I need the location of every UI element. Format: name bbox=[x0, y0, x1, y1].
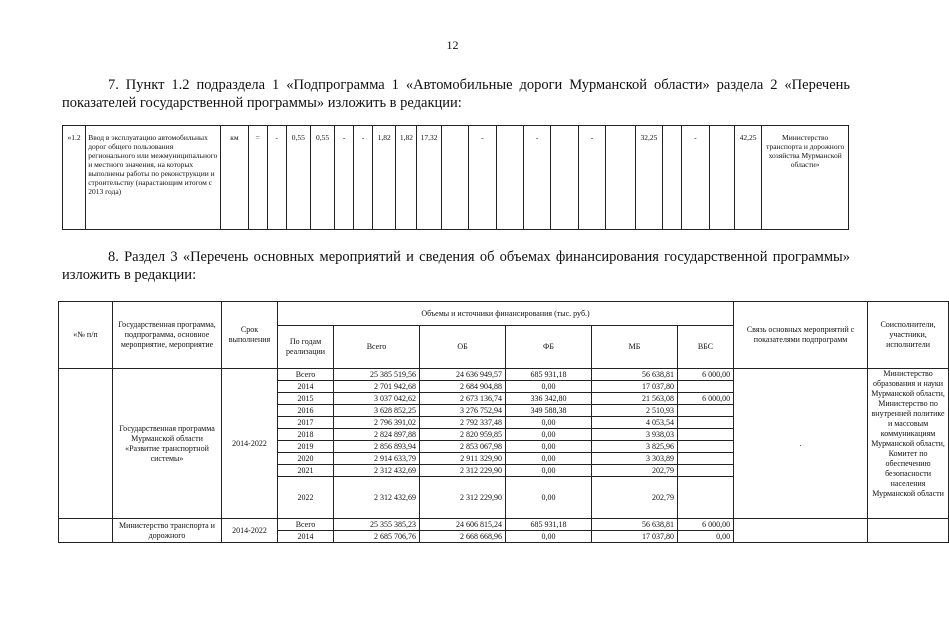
mb-cell: 4 053,54 bbox=[592, 417, 678, 429]
header-fb: ФБ bbox=[506, 326, 592, 369]
year-cell: 2018 bbox=[278, 429, 334, 441]
ministry-num bbox=[59, 519, 113, 543]
year-cell: 2022 bbox=[278, 477, 334, 519]
vbs-cell bbox=[678, 417, 734, 429]
program-section bbox=[59, 369, 949, 519]
ob-cell: 24 636 949,57 bbox=[420, 369, 506, 381]
program-term: 2014-2022 bbox=[222, 369, 278, 519]
indicator-cell bbox=[551, 126, 578, 230]
vbs-cell: 6 000,00 bbox=[678, 369, 734, 381]
total-cell: 2 796 391,02 bbox=[334, 417, 420, 429]
indicator-cell bbox=[606, 126, 636, 230]
ob-cell: 2 911 329,90 bbox=[420, 453, 506, 465]
finance-table bbox=[58, 301, 949, 543]
mb-cell: 3 938,03 bbox=[592, 429, 678, 441]
total-cell: 2 312 432,69 bbox=[334, 465, 420, 477]
vbs-cell bbox=[678, 429, 734, 441]
year-cell: 2015 bbox=[278, 393, 334, 405]
ministry-executors bbox=[868, 519, 949, 543]
indicator-cell: - bbox=[523, 126, 550, 230]
indicator-cell: - bbox=[469, 126, 496, 230]
indicator-cell: - bbox=[578, 126, 605, 230]
header-executors: Соисполнители, участники, исполнители bbox=[868, 302, 949, 369]
indicator-table bbox=[62, 125, 849, 230]
mb-cell: 21 563,08 bbox=[592, 393, 678, 405]
fb-cell: 0,00 bbox=[506, 453, 592, 465]
indicator-cell bbox=[496, 126, 523, 230]
vbs-cell bbox=[678, 405, 734, 417]
year-cell: 2016 bbox=[278, 405, 334, 417]
ob-cell: 2 792 337,48 bbox=[420, 417, 506, 429]
fb-cell: 0,00 bbox=[506, 477, 592, 519]
year-cell: 2014 bbox=[278, 381, 334, 393]
indicator-cell: 32,25 bbox=[635, 126, 662, 230]
year-cell: 2019 bbox=[278, 441, 334, 453]
fb-cell: 685 931,18 bbox=[506, 519, 592, 531]
header-term: Срок выполнения bbox=[222, 302, 278, 369]
ob-cell: 2 673 136,74 bbox=[420, 393, 506, 405]
indicator-cell bbox=[663, 126, 682, 230]
vbs-cell bbox=[678, 441, 734, 453]
fb-cell: 0,00 bbox=[506, 531, 592, 543]
program-num bbox=[59, 369, 113, 519]
indicator-cell bbox=[709, 126, 734, 230]
indicator-num: «1.2 bbox=[63, 126, 86, 230]
vbs-cell: 6 000,00 bbox=[678, 393, 734, 405]
header-mb: МБ bbox=[592, 326, 678, 369]
mb-cell: 56 638,81 bbox=[592, 369, 678, 381]
indicator-cell: 0,55 bbox=[310, 126, 334, 230]
indicator-row bbox=[63, 126, 849, 230]
ministry-section bbox=[59, 519, 949, 543]
indicator-cell: 0,55 bbox=[286, 126, 310, 230]
vbs-cell bbox=[678, 477, 734, 519]
total-cell: 2 824 897,88 bbox=[334, 429, 420, 441]
total-cell: 25 355 385,23 bbox=[334, 519, 420, 531]
indicator-cell: - bbox=[335, 126, 354, 230]
mb-cell: 202,79 bbox=[592, 477, 678, 519]
vbs-cell bbox=[678, 381, 734, 393]
mb-cell: 202,79 bbox=[592, 465, 678, 477]
indicator-cell: 1,82 bbox=[396, 126, 417, 230]
year-cell: 2021 bbox=[278, 465, 334, 477]
mb-cell: 2 510,93 bbox=[592, 405, 678, 417]
vbs-cell bbox=[678, 453, 734, 465]
indicator-cell: - bbox=[682, 126, 709, 230]
header-volumes: Объемы и источники финансирования (тыс. руб.) bbox=[278, 302, 734, 326]
mb-cell: 3 303,89 bbox=[592, 453, 678, 465]
total-cell: 2 312 432,69 bbox=[334, 477, 420, 519]
header-total: Всего bbox=[334, 326, 420, 369]
ob-cell: 24 606 815,24 bbox=[420, 519, 506, 531]
header-num: «№ п/п bbox=[59, 302, 113, 369]
paragraph-8: 8. Раздел 3 «Перечень основных мероприятий и сведения об объемах финансирования государственной программы» изложить в редакции: bbox=[62, 249, 850, 283]
ob-cell: 2 684 904,88 bbox=[420, 381, 506, 393]
ministry-name: Министерство транспорта и дорожного bbox=[113, 519, 222, 543]
vbs-cell: 6 000,00 bbox=[678, 519, 734, 531]
indicator-desc: Ввод в эксплуатацию автомобильных дорог общего пользования регионального или межмуниципального и местного значения, на которых выполнены работы по реконструкции и строительству (нарастающим итогом с 2013 года) bbox=[86, 126, 221, 230]
year-cell: 2017 bbox=[278, 417, 334, 429]
fb-cell: 0,00 bbox=[506, 417, 592, 429]
header-row bbox=[59, 302, 949, 326]
indicator-cell: - bbox=[267, 126, 286, 230]
indicator-unit: км bbox=[221, 126, 248, 230]
fb-cell: 349 588,38 bbox=[506, 405, 592, 417]
header-program: Государственная программа, подпрограмма, основное мероприятие, мероприятие bbox=[113, 302, 222, 369]
total-cell: 25 385 519,56 bbox=[334, 369, 420, 381]
total-cell: 2 914 633,79 bbox=[334, 453, 420, 465]
total-cell: 2 685 706,76 bbox=[334, 531, 420, 543]
header-vbs: ВБС bbox=[678, 326, 734, 369]
program-executors: Министерство образования и науки Мурманской области, Министерство по внутренней политике и массовым коммуникациям Мурманской области, Комитет по обеспечению безопасности населения Мурманской области bbox=[868, 369, 949, 519]
mb-cell: 3 825,96 bbox=[592, 441, 678, 453]
paragraph-7: 7. Пункт 1.2 подраздела 1 «Подпрограмма 1 «Автомобильные дороги Мурманской области» раздела 2 «Перечень показателей государственной программы» изложить в редакции: bbox=[62, 77, 850, 111]
page-number: 12 bbox=[446, 38, 459, 52]
mb-cell: 17 037,80 bbox=[592, 381, 678, 393]
vbs-cell bbox=[678, 465, 734, 477]
total-cell: 3 037 042,62 bbox=[334, 393, 420, 405]
indicator-executor: Министерство транспорта и дорожного хозяйства Мурманской области» bbox=[762, 126, 849, 230]
total-cell: 3 628 852,25 bbox=[334, 405, 420, 417]
header-years: По годам реализации bbox=[278, 326, 334, 369]
year-cell: 2020 bbox=[278, 453, 334, 465]
fb-cell: 336 342,80 bbox=[506, 393, 592, 405]
header-ob: ОБ bbox=[420, 326, 506, 369]
indicator-cell: 1,82 bbox=[373, 126, 396, 230]
ob-cell: 2 853 067,98 bbox=[420, 441, 506, 453]
fb-cell: 0,00 bbox=[506, 441, 592, 453]
program-name: Государственная программа Мурманской области «Развитие транспортной системы» bbox=[113, 369, 222, 519]
indicator-cell: - bbox=[354, 126, 373, 230]
year-cell: Всего bbox=[278, 519, 334, 531]
mb-cell: 17 037,80 bbox=[592, 531, 678, 543]
mb-cell: 56 638,81 bbox=[592, 519, 678, 531]
indicator-direction: = bbox=[248, 126, 267, 230]
ob-cell: 2 668 668,96 bbox=[420, 531, 506, 543]
table-row bbox=[59, 369, 949, 381]
year-cell: 2014 bbox=[278, 531, 334, 543]
ministry-term: 2014-2022 bbox=[222, 519, 278, 543]
ministry-link bbox=[734, 519, 868, 543]
indicator-cell bbox=[441, 126, 468, 230]
program-link: . bbox=[734, 369, 868, 519]
total-cell: 2 701 942,68 bbox=[334, 381, 420, 393]
fb-cell: 685 931,18 bbox=[506, 369, 592, 381]
fb-cell: 0,00 bbox=[506, 381, 592, 393]
fb-cell: 0,00 bbox=[506, 465, 592, 477]
table-row bbox=[59, 519, 949, 531]
fb-cell: 0,00 bbox=[506, 429, 592, 441]
year-cell: Всего bbox=[278, 369, 334, 381]
ob-cell: 2 820 959,85 bbox=[420, 429, 506, 441]
vbs-cell: 0,00 bbox=[678, 531, 734, 543]
total-cell: 2 856 893,94 bbox=[334, 441, 420, 453]
ob-cell: 2 312 229,90 bbox=[420, 477, 506, 519]
indicator-cell: 42,25 bbox=[734, 126, 761, 230]
ob-cell: 2 312 229,90 bbox=[420, 465, 506, 477]
indicator-cell: 17,32 bbox=[417, 126, 441, 230]
ob-cell: 3 276 752,94 bbox=[420, 405, 506, 417]
header-link: Связь основных мероприятий с показателями подпрограмм bbox=[734, 302, 868, 369]
